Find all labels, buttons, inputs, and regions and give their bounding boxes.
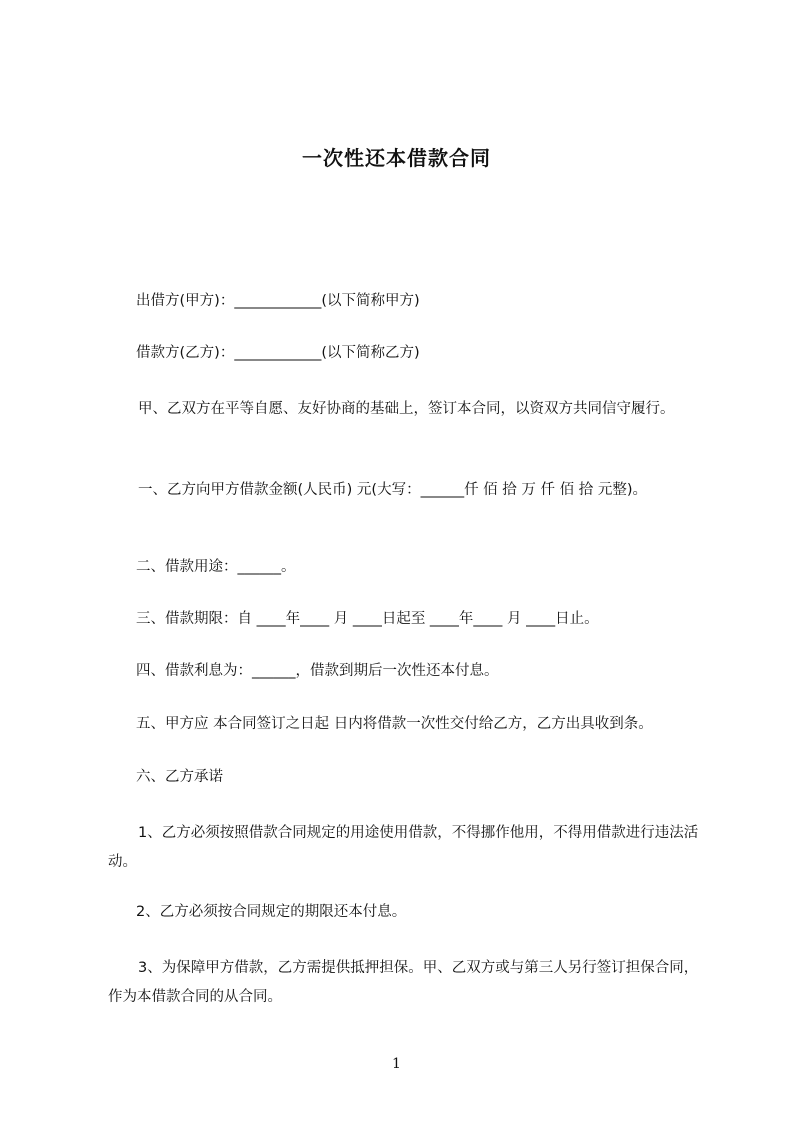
clause-4-interest: 四、借款利息为：______，借款到期后一次性还本付息。	[136, 663, 499, 679]
clause-6-heading: 六、乙方承诺	[136, 769, 223, 785]
clause-5-delivery: 五、甲方应 本合同签订之日起 日内将借款一次性交付给乙方，乙方出具收到条。	[136, 716, 653, 732]
lender-line: 出借方(甲方)：____________(以下简称甲方)	[136, 293, 420, 309]
clause-2-purpose: 二、借款用途：______。	[136, 559, 296, 575]
borrower-line: 借款方(乙方)：____________(以下简称乙方)	[136, 345, 420, 361]
promise-3: 3、为保障甲方借款，乙方需提供抵押担保。甲、乙双方或与第三人另行签订担保合同，作为本借款合同的从合同。	[108, 960, 699, 1005]
page-number: 1	[392, 1056, 401, 1072]
promise-2: 2、乙方必须按合同规定的期限还本付息。	[136, 904, 407, 920]
contract-title: 一次性还本借款合同	[302, 146, 491, 170]
promise-1: 1、乙方必须按照借款合同规定的用途使用借款，不得挪作他用，不得用借款进行违法活动。	[108, 825, 699, 870]
clause-3-term: 三、借款期限：自 ____年____ 月 ____日起至 ____年____ 月 ____日止。	[136, 611, 599, 627]
clause-1-amount: 一、乙方向甲方借款金额(人民币) 元(大写：______仟 佰 拾 万 仟 佰 拾 元整)。	[138, 482, 647, 498]
intro-paragraph: 甲、乙双方在平等自愿、友好协商的基础上，签订本合同，以资双方共同信守履行。	[138, 401, 675, 417]
